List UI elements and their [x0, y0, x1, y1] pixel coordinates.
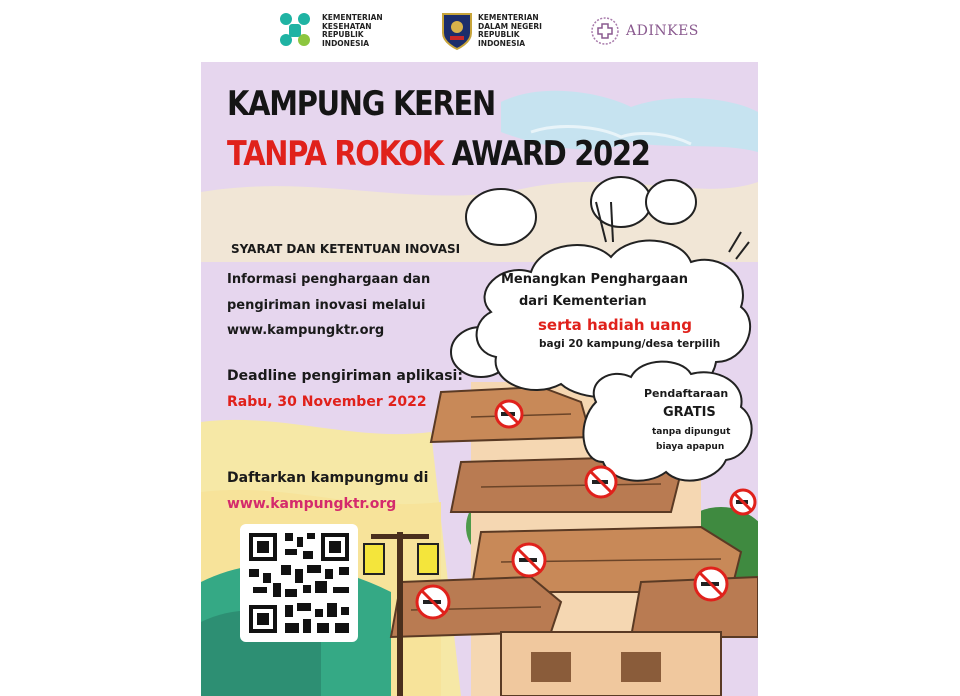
- kemenkes-emblem-icon: [274, 10, 318, 52]
- kemenkes-label: KEMENTERIAN KESEHATAN REPUBLIK INDONESIA: [322, 13, 383, 48]
- title-red-text: TANPA ROKOK: [227, 134, 443, 174]
- adinkes-label: ADINKES: [626, 23, 699, 39]
- tanpa-line2: biaya apapun: [656, 442, 725, 452]
- daftar-url-link[interactable]: www.kampungktr.org: [227, 496, 397, 512]
- tanpa-line1: tanpa dipungut: [652, 427, 731, 437]
- title-black-text: AWARD 2022: [442, 134, 650, 174]
- kemendagri-label: KEMENTERIAN DALAM NEGERI REPUBLIK INDONESIA: [478, 13, 542, 48]
- info-url-link[interactable]: www.kampungktr.org: [227, 323, 385, 338]
- kemenkes-logo: [274, 10, 383, 52]
- info-line2: pengiriman inovasi melalui: [227, 298, 426, 313]
- adinkes-emblem-icon: [590, 16, 620, 46]
- qr-code[interactable]: [240, 524, 358, 642]
- kemendagri-shield-icon: [440, 11, 474, 51]
- poster-title-line1: KAMPUNG KEREN: [227, 84, 495, 124]
- daftar-label: Daftarkan kampungmu di: [227, 470, 429, 486]
- pendaftaran-label: Pendaftaraan: [644, 387, 729, 400]
- info-line1: Informasi penghargaan dan: [227, 272, 431, 287]
- syarat-heading: SYARAT DAN KETENTUAN INOVASI: [231, 242, 461, 256]
- gratis-label: GRATIS: [663, 405, 716, 420]
- award-poster: [201, 62, 758, 696]
- kemendagri-logo: [440, 10, 542, 52]
- cloud-line2: dari Kementerian: [519, 294, 647, 309]
- logo-strip: [0, 0, 960, 62]
- deadline-date: Rabu, 30 November 2022: [227, 394, 427, 410]
- deadline-label: Deadline pengiriman aplikasi:: [227, 368, 463, 384]
- cloud-line4: bagi 20 kampung/desa terpilih: [539, 338, 721, 350]
- cloud-prize-text: serta hadiah uang: [538, 316, 692, 334]
- cloud-line1: Menangkan Penghargaan: [501, 272, 688, 287]
- adinkes-logo: [590, 10, 699, 52]
- qr-code-icon: [240, 524, 358, 642]
- poster-title-line2: [227, 134, 650, 174]
